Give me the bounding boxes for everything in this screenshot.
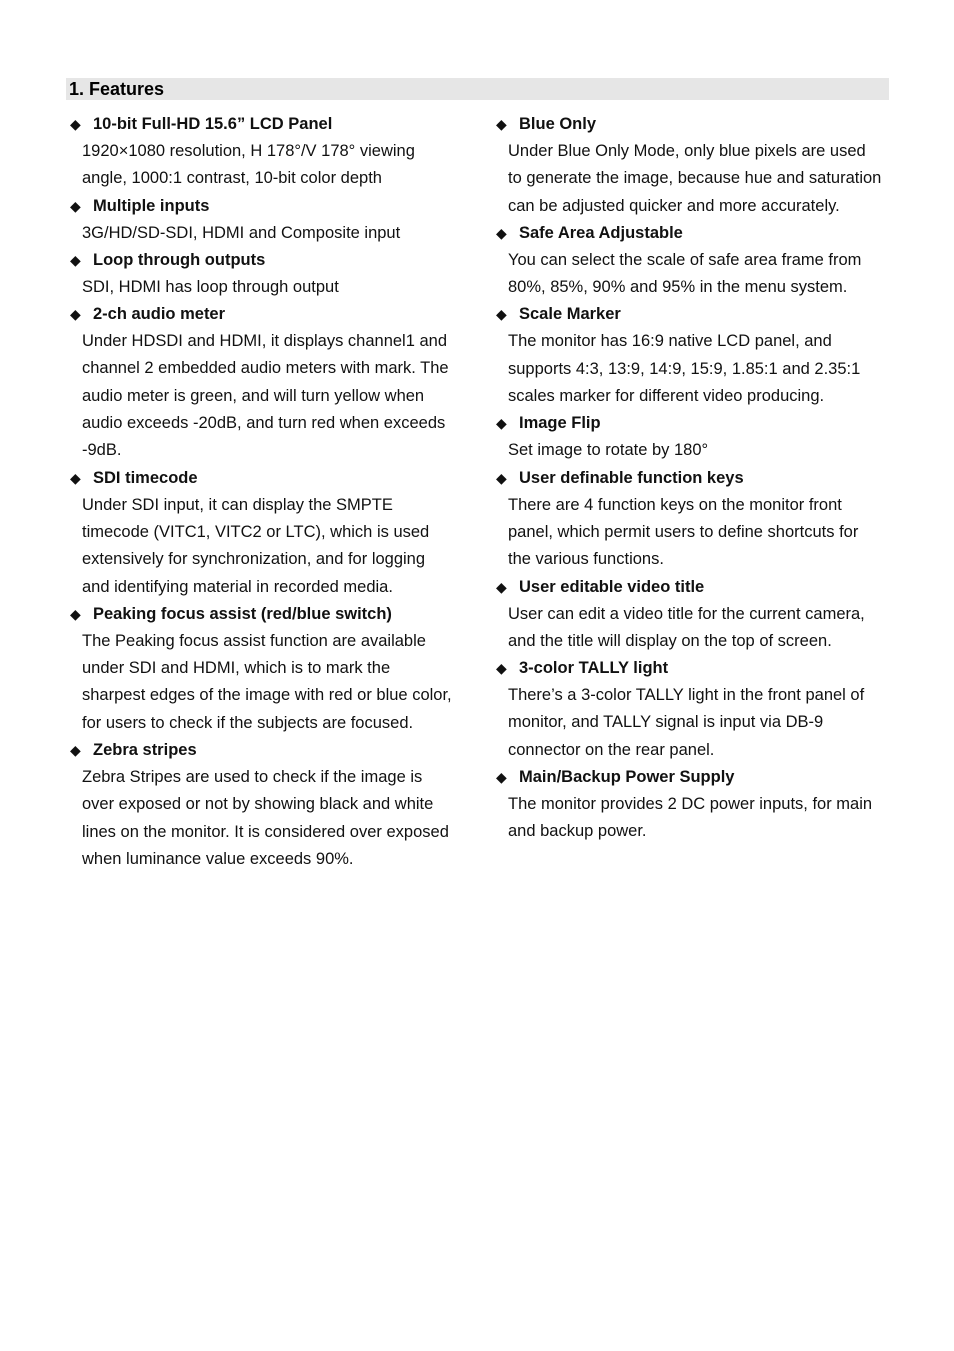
feature-description-line: timecode (VITC1, VITC2 or LTC), which is used — [82, 522, 430, 541]
diamond-bullet-icon: ◆ — [496, 415, 507, 432]
feature-item — [494, 410, 894, 464]
feature-description-line: the various functions. — [508, 550, 664, 569]
feature-heading — [494, 111, 894, 138]
feature-description-line: The monitor provides 2 DC power inputs, for main — [508, 795, 873, 814]
feature-title: Image Flip — [519, 414, 601, 433]
features-column-left — [68, 111, 468, 873]
feature-title: Main/Backup Power Supply — [519, 768, 735, 787]
feature-description-line: connector on the rear panel. — [508, 740, 715, 759]
diamond-bullet-icon: ◆ — [496, 769, 507, 786]
feature-description-line: under SDI and HDMI, which is to mark the — [82, 659, 391, 678]
feature-description-line: Under HDSDI and HDMI, it displays channel1 and — [82, 332, 448, 351]
feature-item — [68, 737, 468, 873]
feature-description-line: 3G/HD/SD-SDI, HDMI and Composite input — [82, 223, 401, 242]
section-header — [66, 78, 889, 100]
feature-title: Loop through outputs — [93, 250, 266, 269]
feature-item — [494, 111, 894, 220]
feature-description-line: scales marker for different video producing. — [508, 387, 825, 406]
feature-title: SDI timecode — [93, 468, 198, 487]
feature-title: Blue Only — [519, 115, 597, 133]
feature-description-line: 1920×1080 resolution, H 178°/V 178° viewing — [82, 142, 415, 160]
feature-item — [494, 574, 894, 656]
feature-description-line: can be adjusted quicker and more accurately. — [508, 196, 840, 215]
feature-heading — [494, 301, 894, 328]
feature-heading — [68, 301, 468, 328]
diamond-bullet-icon: ◆ — [496, 224, 507, 241]
feature-title: Multiple inputs — [93, 196, 210, 215]
feature-description-line: -9dB. — [82, 441, 122, 460]
feature-item — [68, 247, 468, 301]
feature-description-line: There’s a 3-color TALLY light in the front panel of — [508, 686, 865, 705]
feature-item — [68, 465, 468, 601]
feature-heading — [68, 111, 468, 138]
features-column-right — [494, 111, 894, 846]
diamond-bullet-icon: ◆ — [496, 116, 507, 132]
feature-heading — [494, 655, 894, 682]
feature-description-line: You can select the scale of safe area frame from — [508, 250, 862, 269]
feature-title: Peaking focus assist (red/blue switch) — [93, 604, 392, 623]
feature-description-line: monitor, and TALLY signal is input via DB-9 — [508, 713, 824, 732]
feature-title: Scale Marker — [519, 305, 621, 324]
feature-description-line: for users to check if the subjects are focused. — [82, 713, 414, 732]
feature-description-line: when luminance value exceeds 90%. — [82, 849, 354, 868]
diamond-bullet-icon: ◆ — [70, 197, 81, 214]
feature-title: 2-ch audio meter — [93, 305, 226, 324]
diamond-bullet-icon: ◆ — [496, 578, 507, 595]
feature-heading — [68, 465, 468, 492]
feature-heading — [494, 574, 894, 601]
diamond-bullet-icon: ◆ — [496, 306, 507, 323]
feature-item — [68, 111, 468, 193]
feature-item — [494, 655, 894, 764]
diamond-bullet-icon: ◆ — [70, 469, 81, 486]
feature-item — [494, 465, 894, 574]
feature-description-line: panel, which permit users to define shortcuts for — [508, 522, 859, 541]
feature-item — [68, 193, 468, 247]
diamond-bullet-icon: ◆ — [70, 306, 81, 323]
diamond-bullet-icon: ◆ — [70, 605, 81, 622]
feature-description-line: and backup power. — [508, 822, 647, 841]
feature-item — [68, 301, 468, 464]
feature-heading — [68, 247, 468, 274]
feature-description-line: Under Blue Only Mode, only blue pixels are used — [508, 142, 866, 160]
feature-description-line: channel 2 embedded audio meters with mark. The — [82, 359, 449, 378]
feature-item — [494, 301, 894, 410]
feature-description-line: Zebra Stripes are used to check if the image is — [82, 768, 423, 787]
feature-description-line: There are 4 function keys on the monitor front — [508, 495, 842, 514]
feature-item — [68, 601, 468, 737]
diamond-bullet-icon: ◆ — [496, 660, 507, 677]
feature-heading — [494, 764, 894, 791]
feature-heading — [494, 410, 894, 437]
section-title: 1. Features — [69, 79, 165, 99]
feature-description-line: lines on the monitor. It is considered over exposed — [82, 822, 449, 841]
feature-description-line: supports 4:3, 13:9, 14:9, 15:9, 1.85:1 and 2.35:1 — [508, 359, 861, 378]
feature-description-line: The monitor has 16:9 native LCD panel, and — [508, 332, 832, 351]
diamond-bullet-icon: ◆ — [70, 251, 81, 268]
feature-description-line: over exposed or not by showing black and white — [82, 795, 434, 814]
feature-description-line: sharpest edges of the image with red or blue color, — [82, 686, 452, 705]
feature-heading — [494, 220, 894, 247]
feature-description-line: angle, 1000:1 contrast, 10-bit color depth — [82, 169, 382, 188]
feature-title: User definable function keys — [519, 468, 744, 487]
feature-heading — [494, 465, 894, 492]
feature-title: 3-color TALLY light — [519, 659, 669, 678]
diamond-bullet-icon: ◆ — [70, 742, 81, 759]
feature-description-line: and identifying material in recorded media. — [82, 577, 393, 596]
feature-title: User editable video title — [519, 577, 705, 596]
feature-title: 10-bit Full-HD 15.6” LCD Panel — [93, 115, 333, 133]
feature-item — [494, 220, 894, 302]
feature-description-line: and the title will display on the top of screen. — [508, 631, 832, 650]
feature-description-line: audio meter is green, and will turn yellow when — [82, 386, 425, 405]
feature-description-line: The Peaking focus assist function are available — [82, 631, 426, 650]
feature-description-line: Under SDI input, it can display the SMPTE — [82, 495, 393, 514]
feature-item — [494, 764, 894, 846]
feature-title: Safe Area Adjustable — [519, 223, 683, 242]
feature-description-line: 80%, 85%, 90% and 95% in the menu system. — [508, 278, 848, 297]
feature-description-line: SDI, HDMI has loop through output — [82, 277, 339, 296]
feature-heading — [68, 193, 468, 220]
diamond-bullet-icon: ◆ — [70, 116, 81, 132]
diamond-bullet-icon: ◆ — [496, 469, 507, 486]
feature-description-line: audio exceeds -20dB, and turn red when exceeds — [82, 414, 446, 433]
feature-title: Zebra stripes — [93, 741, 197, 760]
feature-description-line: extensively for synchronization, and for logging — [82, 550, 426, 569]
feature-heading — [68, 601, 468, 628]
feature-description-line: User can edit a video title for the current camera, — [508, 604, 865, 623]
feature-description-line: Set image to rotate by 180° — [508, 441, 709, 460]
feature-heading — [68, 737, 468, 764]
feature-description-line: to generate the image, because hue and saturation — [508, 169, 882, 188]
